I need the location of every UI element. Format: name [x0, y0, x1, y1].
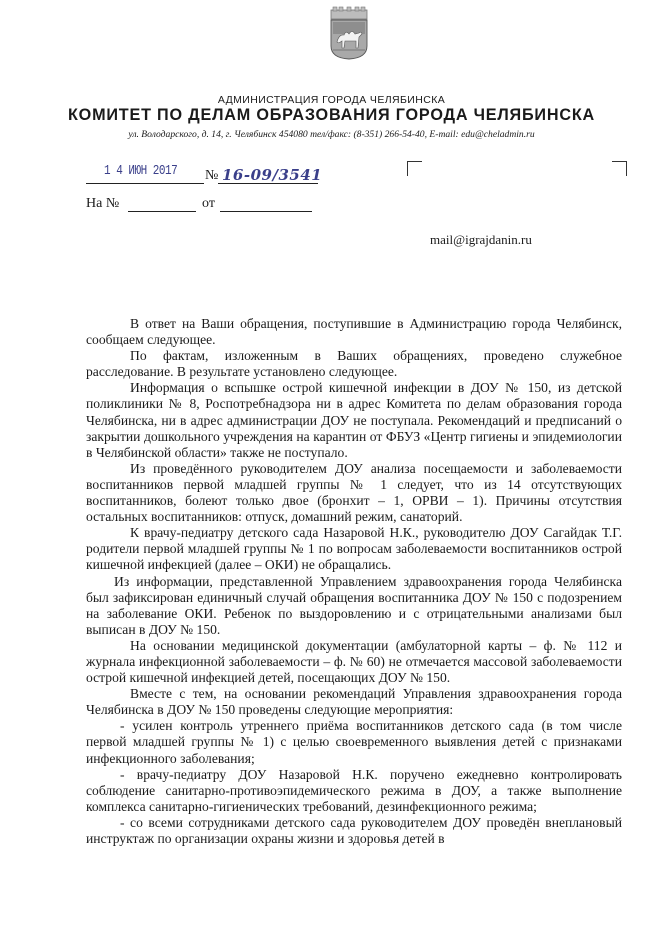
body-paragraph: В ответ на Ваши обращения, поступившие в Администрацию города Челябинск, сообщаем следующее.	[86, 316, 622, 348]
date-stamp: 1 4 ИЮН 2017	[104, 164, 178, 179]
reference-date-blank	[220, 211, 312, 212]
number-underline	[218, 183, 318, 184]
body-paragraph: Из информации, представленной Управлением здравоохранения города Челябинска был зафиксирован единичный случай обращения воспитанника ДОУ № 150 с подозрением на заболевание ОКИ. Ребенок по выздоровлению и с отрицательными анализами был выписан в ДОУ № 150.	[86, 573, 622, 637]
body-paragraph: Информация о вспышке острой кишечной инфекции в ДОУ № 150, из детской поликлиники № 8, Роспотребнадзора ни в адрес Комитета по делам образования города Челябинска, ни в адрес администрации ДОУ не поступала. Рекомендаций и предписаний о закрытии дошкольного учреждения на карантин от ФБУЗ «Центр гигиены и эпидемиологии в Челябинской области» также не поступало.	[86, 380, 622, 460]
body-paragraph: К врачу-педиатру детского сада Назаровой Н.К., руководителю ДОУ Сагайдак Т.Г. родители первой младшей группы № 1 по вопросам заболеваемости воспитанников острой кишечной инфекцией (далее – ОКИ) не обращались.	[86, 525, 622, 573]
outgoing-number: 16-09/3541	[222, 166, 323, 184]
recipient-email: mail@igrajdanin.ru	[430, 232, 532, 247]
reference-date-label: от	[202, 196, 215, 211]
address-block-corner-left	[407, 161, 422, 176]
administration-title: АДМИНИСТРАЦИЯ ГОРОДА ЧЕЛЯБИНСКА	[217, 94, 446, 106]
address-block-corner-right	[612, 161, 627, 176]
body-paragraph: Вместе с тем, на основании рекомендаций Управления здравоохранения города Челябинска в ДОУ № 150 проведены следующие мероприятия:	[86, 686, 622, 718]
reference-number-label: На №	[86, 196, 120, 211]
measure-list-item: - со всеми сотрудниками детского сада руководителем ДОУ проведён внеплановый инструктаж по организации охраны жизни и здоровья детей в	[86, 814, 622, 846]
committee-address: ул. Володарского, д. 14, г. Челябинск 454080 тел/факс: (8-351) 266-54-40, E-mail: edu@cheladmin.ru	[128, 129, 535, 140]
body-paragraph: Из проведённого руководителем ДОУ анализа посещаемости и заболеваемости воспитанников первой младшей группы № 1 следует, что из 14 отсутствующих воспитанников, болеют только двое (бронхит – 1, ОРВИ – 1). Причины отсутствия остальных воспитанников: отпуск, домашний режим, санаторий.	[86, 460, 622, 525]
measure-list-item: - усилен контроль утреннего приёма воспитанников детского сада (в том числе первой младшей группы № 1) с целью своевременного выявления детей с признаками инфекционного заболевания;	[86, 718, 622, 766]
body-paragraph: На основании медицинской документации (амбулаторной карты – ф. № 112 и журнала инфекционной заболеваемости – ф. № 60) не отмечается массовой заболеваемости острой кишечной инфекцией детей, посещающих ДОУ № 150.	[86, 637, 622, 686]
number-label: №	[205, 168, 219, 183]
chelyabinsk-coat-of-arms-icon	[328, 6, 370, 60]
date-underline	[86, 183, 204, 184]
reference-number-blank	[128, 211, 196, 212]
committee-title: КОМИТЕТ ПО ДЕЛАМ ОБРАЗОВАНИЯ ГОРОДА ЧЕЛЯБИНСКА	[68, 106, 595, 124]
measure-list-item: - врачу-педиатру ДОУ Назаровой Н.К. поручено ежедневно контролировать соблюдение санитарно-противоэпидемического режима в ДОУ, а также выполнение комплекса санитарно-гигиенических требований, дезинфекционного режима;	[86, 766, 622, 814]
letter-body	[86, 316, 622, 847]
body-paragraph: По фактам, изложенным в Ваших обращениях, проведено служебное расследование. В результате установлено следующее.	[86, 348, 622, 380]
